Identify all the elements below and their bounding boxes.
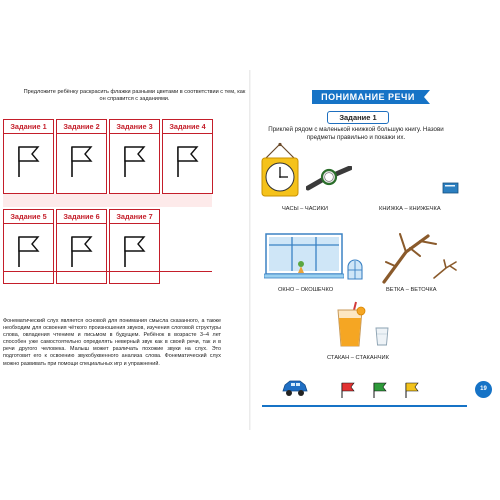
wall-clock-icon bbox=[258, 142, 302, 200]
flag-outline-icon bbox=[16, 234, 42, 268]
flag-yellow-icon bbox=[404, 381, 420, 399]
flag-outline-icon bbox=[69, 234, 95, 268]
banner-tail bbox=[424, 90, 430, 104]
flag-outline-icon bbox=[16, 144, 42, 178]
empty-glass-icon bbox=[374, 326, 390, 346]
small-window-icon bbox=[346, 258, 364, 280]
body-text: Фонематический слух является основой для понимания смысла сказанного, а также необходим для освоения чёткого произношения звуков, изучения слоговой структуры слова, овладения чтением и письмом в будущем. Ребёнок в возрасте 3–4 лет способен уже самостоятельно определять неверный звук как в своей речи, так и в речи другого человека. Малыш может различать похожие звуки на слух. Это подготовит его к освоению звукобуквенного анализа слова. Фонематический слух можно развивать при помощи специальных игр и упражнений. bbox=[3, 318, 221, 367]
car-icon bbox=[281, 378, 309, 398]
branch-icon bbox=[380, 226, 440, 286]
grid-divider-band bbox=[3, 194, 212, 207]
small-book-icon bbox=[442, 181, 460, 195]
task-cell-2[interactable] bbox=[56, 119, 107, 194]
task-cell-label: Задание 7 bbox=[110, 210, 159, 224]
bottom-rule bbox=[262, 405, 467, 407]
twig-icon bbox=[432, 258, 458, 280]
task-cell-label: Задание 3 bbox=[110, 120, 159, 134]
task-cell-5[interactable] bbox=[3, 209, 54, 284]
task-cell-4[interactable] bbox=[162, 119, 213, 194]
task-cell-1[interactable] bbox=[3, 119, 54, 194]
flag-outline-icon bbox=[69, 144, 95, 178]
flag-outline-icon bbox=[175, 144, 201, 178]
task-cell-3[interactable] bbox=[109, 119, 160, 194]
wristwatch-icon bbox=[306, 166, 352, 196]
item-label-book: КНИЖКА – КНИЖЕЧКА bbox=[379, 206, 441, 212]
item-label-clock: ЧАСЫ – ЧАСИКИ bbox=[282, 206, 328, 212]
item-label-branch: ВЕТКА – ВЕТОЧКА bbox=[386, 287, 437, 293]
grid-bottom-rule bbox=[3, 271, 212, 272]
intro-text: Предложите ребёнку раскрасить флажки разными цветами в соответствии с тем, как он справится с заданиями. bbox=[23, 89, 246, 103]
window-icon bbox=[264, 232, 344, 280]
item-label-glass: СТАКАН – СТАКАНЧИК bbox=[327, 355, 389, 361]
flag-green-icon bbox=[372, 381, 388, 399]
task-cell-label: Задание 1 bbox=[4, 120, 53, 134]
flag-red-icon bbox=[340, 381, 356, 399]
flag-outline-icon bbox=[122, 144, 148, 178]
item-label-window: ОКНО – ОКОШЕЧКО bbox=[278, 287, 334, 293]
task-cell-label: Задание 5 bbox=[4, 210, 53, 224]
task-cell-label: Задание 6 bbox=[57, 210, 106, 224]
task-cell-label: Задание 4 bbox=[163, 120, 212, 134]
page-gutter bbox=[249, 70, 251, 430]
page-number: 19 bbox=[475, 381, 492, 398]
section-title: ПОНИМАНИЕ РЕЧИ bbox=[321, 92, 415, 102]
juice-glass-icon bbox=[334, 300, 366, 348]
task-label: Задание 1 bbox=[327, 111, 389, 124]
task-instruction: Приклей рядом с маленькой книжкой большую книгу. Назови предметы правильно и покажи их. bbox=[268, 126, 444, 141]
section-banner bbox=[312, 90, 424, 104]
flag-outline-icon bbox=[122, 234, 148, 268]
task-cell-label: Задание 2 bbox=[57, 120, 106, 134]
task-cell-7[interactable] bbox=[109, 209, 160, 284]
task-cell-6[interactable] bbox=[56, 209, 107, 284]
